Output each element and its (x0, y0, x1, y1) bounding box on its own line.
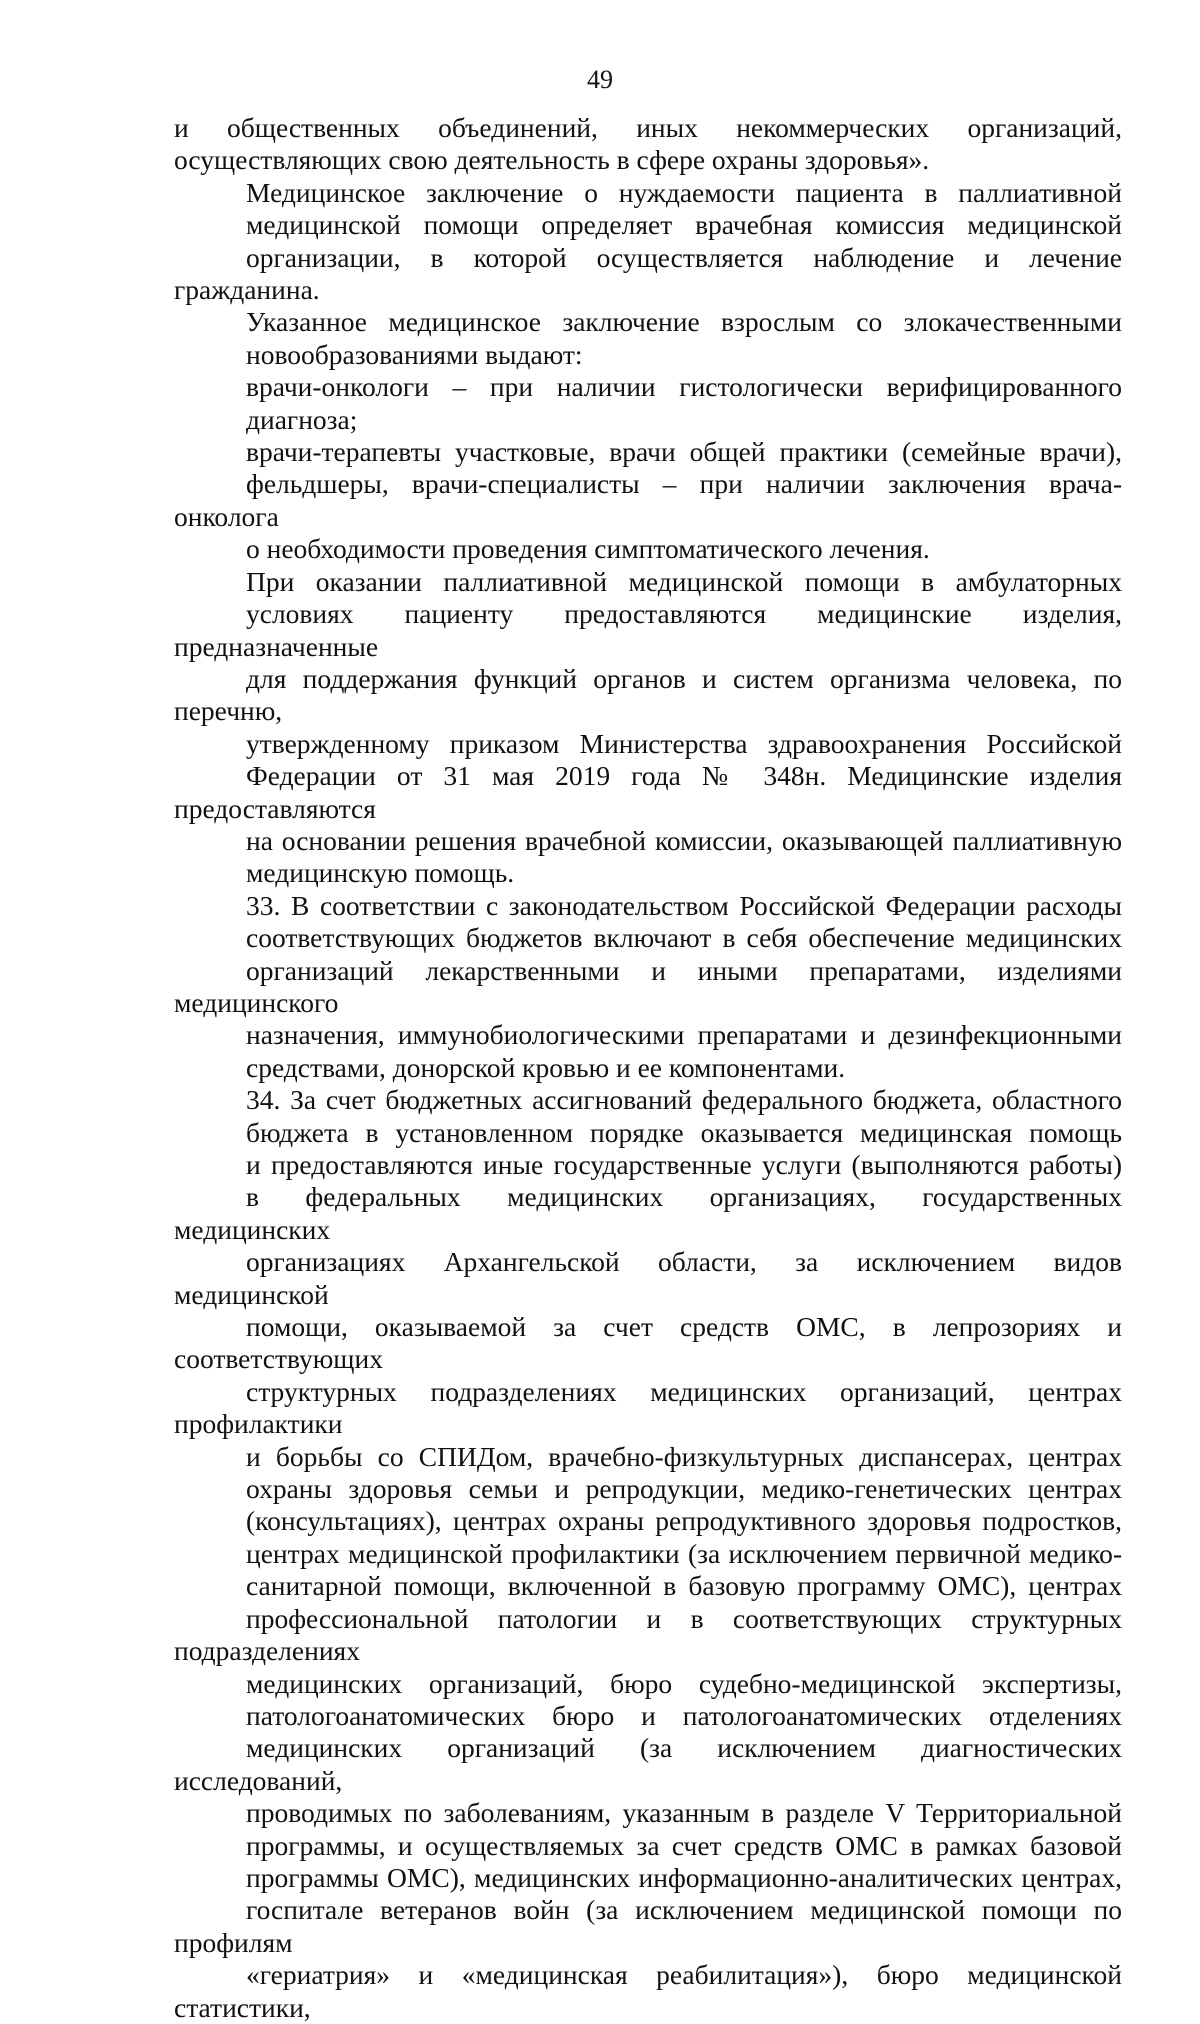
text-line: утвержденному приказом Министерства здравоохранения Российской (246, 727, 1122, 759)
text-line: на основании решения врачебной комиссии, оказывающей паллиативную (246, 824, 1122, 856)
text-line: санитарной помощи, включенной в базовую программу ОМС), центрах (246, 1570, 1122, 1602)
text-line: помощи, оказываемой за счет средств ОМС, в лепрозориях и соответствующих (174, 1311, 1122, 1375)
text-line: в федеральных медицинских организациях, государственных медицинских (174, 1181, 1122, 1245)
paragraph (174, 1084, 1122, 2024)
text-line: организаций лекарственными и иными препаратами, изделиями медицинского (174, 954, 1122, 1018)
text-line: Федерации от 31 мая 2019 года № 348н. Медицинские изделия предоставляются (174, 760, 1122, 824)
text-line: врачи-онкологи – при наличии гистологически верифицированного (246, 371, 1122, 403)
text-line: программы ОМС), медицинских информационно-аналитических центрах, (246, 1861, 1122, 1893)
text-line: средствами, донорской кровью и ее компонентами. (246, 1051, 846, 1083)
text-line: организациях Архангельской области, за исключением видов медицинской (174, 1246, 1122, 1310)
page-number: 49 (587, 65, 613, 94)
text-line: медицинскую помощь. (246, 857, 515, 889)
text-line: профессиональной патологии и в соответствующих структурных подразделениях (174, 1602, 1122, 1667)
paragraph (174, 112, 1122, 177)
text-line: фельдшеры, врачи-специалисты – при наличии заключения врача-онколога (174, 468, 1122, 532)
text-line: бюджета в установленном порядке оказывается медицинская помощь (246, 1116, 1122, 1148)
text-line: программы, и осуществляемых за счет средств ОМС в рамках базовой (246, 1829, 1122, 1861)
text-line: проводимых по заболеваниям, указанным в разделе V Территориальной (246, 1797, 1122, 1829)
text-line: соответствующих бюджетов включают в себя обеспечение медицинских (246, 922, 1122, 954)
text-line: осуществляющих свою деятельность в сфере охраны здоровья». (174, 144, 930, 176)
text-line: врачи-терапевты участковые, врачи общей практики (семейные врачи), (246, 436, 1122, 468)
text-line: диагноза; (246, 403, 358, 435)
text-line: Указанное медицинское заключение взрослым со злокачественными (246, 306, 1122, 338)
text-line: о необходимости проведения симптоматического лечения. (246, 533, 930, 565)
paragraph (174, 371, 1122, 436)
text-line: назначения, иммунобиологическими препаратами и дезинфекционными (246, 1019, 1122, 1051)
text-line: и борьбы со СПИДом, врачебно-физкультурных диспансерах, центрах (246, 1440, 1122, 1472)
text-line: новообразованиями выдают: (246, 338, 583, 370)
text-line: организации, в которой осуществляется наблюдение и лечение гражданина. (174, 241, 1122, 306)
text-line: патологоанатомических бюро и патологоанатомических отделениях (246, 1699, 1122, 1731)
text-line: медицинских организаций (за исключением диагностических исследований, (174, 1732, 1122, 1796)
paragraph (174, 890, 1122, 1084)
text-line: охраны здоровья семьи и репродукции, медико-генетических центрах (246, 1473, 1122, 1505)
text-line: и предоставляются иные государственные услуги (выполняются работы) (246, 1149, 1122, 1180)
text-line: «гериатрия» и «медицинская реабилитация»), бюро медицинской статистики, (174, 1959, 1122, 2023)
paragraph (174, 566, 1122, 890)
text-line: 34. За счет бюджетных ассигнований федерального бюджета, областного (246, 1084, 1122, 1116)
text-line: для поддержания функций органов и систем организма человека, по перечню, (174, 662, 1122, 727)
text-line: и общественных объединений, иных некоммерческих организаций, (174, 112, 1122, 143)
text-line: медицинской помощи определяет врачебная комиссия медицинской (246, 209, 1122, 241)
paragraph (174, 177, 1122, 371)
text-line: (консультациях), центрах охраны репродуктивного здоровья подростков, (246, 1505, 1122, 1537)
text-line: условиях пациенту предоставляются медицинские изделия, предназначенные (174, 598, 1122, 662)
text-line: структурных подразделениях медицинских организаций, центрах профилактики (174, 1375, 1122, 1440)
document-body (174, 112, 1122, 2024)
text-line: центрах медицинской профилактики (за исключением первичной медико- (246, 1537, 1122, 1569)
paragraph (174, 436, 1122, 566)
text-line: При оказании паллиативной медицинской помощи в амбулаторных (246, 565, 1122, 597)
text-line: медицинских организаций, бюро судебно-медицинской экспертизы, (246, 1667, 1122, 1699)
text-line: Медицинское заключение о нуждаемости пациента в паллиативной (246, 176, 1122, 208)
text-line: госпитале ветеранов войн (за исключением медицинской помощи по профилям (174, 1894, 1122, 1958)
text-line: 33. В соответствии с законодательством Российской Федерации расходы (246, 889, 1122, 921)
